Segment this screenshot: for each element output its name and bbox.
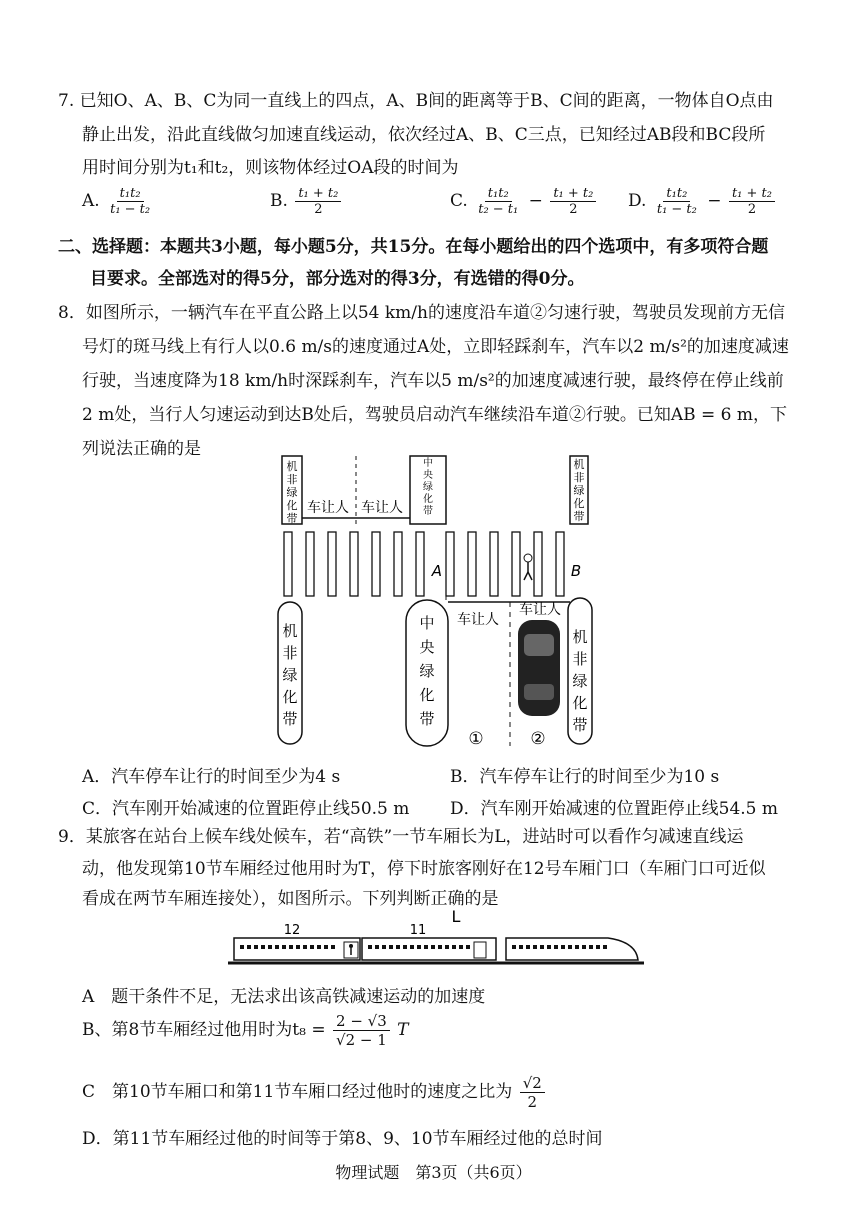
- q7-option-c-frac1: [475, 186, 521, 217]
- pedestrian-icon: [524, 554, 532, 580]
- train-window: [410, 945, 414, 949]
- q9-option-d: D．第11节车厢经过他的时间等于第8、9、10节车厢经过他的总时间: [82, 1129, 603, 1149]
- q9-option-b-text: B、第8节车厢经过他用时为t₈ =: [82, 1020, 326, 1040]
- train-window: [324, 945, 328, 949]
- top-right-green-belt-label: 机非绿化带: [573, 458, 585, 523]
- q8-line5: 列说法正确的是: [82, 439, 201, 459]
- train-window: [540, 945, 544, 949]
- frac-num: t₁ + t₂: [729, 186, 775, 202]
- train-window: [310, 945, 314, 949]
- q8-option-d: D．汽车刚开始减速的位置距停止线54.5 m: [450, 799, 779, 819]
- zebra-stripe: [328, 532, 336, 596]
- train-window: [275, 945, 279, 949]
- train-window: [596, 945, 600, 949]
- train-window: [368, 945, 372, 949]
- q7-number: 7.: [58, 91, 75, 111]
- q9-option-a: A 题干条件不足，无法求出该高铁减速运动的加速度: [82, 987, 486, 1007]
- train-window: [268, 945, 272, 949]
- zebra-stripe: [416, 532, 424, 596]
- train-window: [575, 945, 579, 949]
- train-window: [247, 945, 251, 949]
- door-icon: [474, 942, 486, 958]
- train-window: [240, 945, 244, 949]
- zebra-stripe: [394, 532, 402, 596]
- train-window: [389, 945, 393, 949]
- car-11-label: 11: [409, 923, 427, 938]
- q7-option-d-frac2: [729, 186, 775, 217]
- lane-1-label: ①: [468, 729, 484, 749]
- train-window: [445, 945, 449, 949]
- train-window: [382, 945, 386, 949]
- train-window: [452, 945, 456, 949]
- q7-option-d: [628, 186, 777, 217]
- frac-den: t₁ − t₂: [656, 202, 697, 217]
- q8-line3: 行驶，当速度降为18 km/h时深踩刹车，汽车以5 m/s²的加速度减速行驶，最终停在停止线前: [82, 371, 784, 391]
- zebra-stripe: [512, 532, 520, 596]
- q8-option-b: B．汽车停车让行的时间至少为10 s: [450, 767, 720, 787]
- zebra-stripe: [306, 532, 314, 596]
- top-center-green-belt-label: 中央绿化带: [423, 458, 433, 517]
- train-window: [396, 945, 400, 949]
- q9-option-c-frac: [520, 1074, 545, 1111]
- q9-option-c: [82, 1074, 547, 1111]
- q8-option-c: C．汽车刚开始减速的位置距停止线50.5 m: [82, 799, 410, 819]
- zebra-stripe: [490, 532, 498, 596]
- lane-2-label: ②: [530, 729, 546, 749]
- train-window: [296, 945, 300, 949]
- train-window: [512, 945, 516, 949]
- frac-num: √2: [520, 1074, 545, 1093]
- q9-option-b: [82, 1012, 409, 1049]
- zebra-stripe: [556, 532, 564, 596]
- minus-sign: −: [707, 191, 722, 211]
- q8-option-a: A．汽车停车让行的时间至少为4 s: [82, 767, 341, 787]
- train-window: [289, 945, 293, 949]
- page-footer: 物理试题 第3页（共6页）: [335, 1163, 532, 1182]
- top-left-green-belt-label: 机非绿化带: [286, 460, 298, 525]
- q7-option-c-frac2: [550, 186, 596, 217]
- train-window: [589, 945, 593, 949]
- train-window: [417, 945, 421, 949]
- q7-option-c: [450, 186, 598, 217]
- train-window: [317, 945, 321, 949]
- yield-text-2: 车让人: [361, 500, 403, 516]
- section2-line1: 二、选择题：本题共3小题，每小题5分，共15分。在每小题给出的四个选项中，有多项符合题: [58, 237, 769, 257]
- frac-num: 2 − √3: [333, 1012, 390, 1031]
- train-window: [561, 945, 565, 949]
- frac-den: √2 − 1: [336, 1031, 387, 1049]
- train-window: [282, 945, 286, 949]
- q7-line1: [58, 90, 774, 112]
- train-window: [431, 945, 435, 949]
- q9-line2: 动，他发现第10节车厢经过他用时为T，停下时旅客刚好在12号车厢门口（车厢门口可近似: [82, 859, 766, 879]
- q7-option-d-label: D.: [628, 191, 647, 211]
- train-window: [568, 945, 572, 949]
- frac-num: t₁t₂: [663, 186, 690, 202]
- point-a-label: A: [431, 562, 442, 580]
- frac-den: 2: [747, 202, 757, 217]
- yield-text-1: 车让人: [307, 500, 349, 516]
- q7-option-b-frac: [295, 186, 341, 217]
- bottom-center-green-belt-label: 中央绿化带: [419, 614, 435, 728]
- zebra-stripe: [534, 532, 542, 596]
- train-window: [526, 945, 530, 949]
- zebra-stripe: [468, 532, 476, 596]
- q8-line1: 8．如图所示，一辆汽车在平直公路上以54 km/h的速度沿车道②匀速行驶，驾驶员发现前方无信: [58, 303, 785, 323]
- train-window: [547, 945, 551, 949]
- q7-option-a-frac: [107, 186, 153, 217]
- train-window: [424, 945, 428, 949]
- minus-sign: −: [528, 191, 543, 211]
- train-window: [438, 945, 442, 949]
- zebra-stripe: [372, 532, 380, 596]
- q7-option-a-label: A.: [82, 191, 100, 211]
- zebra-stripe: [284, 532, 292, 596]
- q9-train-figure: [228, 906, 644, 968]
- train-window: [582, 945, 586, 949]
- frac-num: t₁t₂: [485, 186, 512, 202]
- q7-option-b-label: B.: [270, 191, 288, 211]
- bottom-right-green-belt-label: 机非绿化带: [572, 628, 588, 734]
- q9-option-b-t: T: [397, 1020, 409, 1040]
- train-window: [303, 945, 307, 949]
- length-l-label: L: [451, 907, 461, 926]
- q9-line3: 看成在两节车厢连接处），如图所示。下列判断正确的是: [82, 889, 499, 909]
- zebra-crossing: [284, 532, 564, 596]
- car-12-label: 12: [283, 923, 301, 938]
- zebra-stripe: [350, 532, 358, 596]
- train-window: [261, 945, 265, 949]
- q7-line3: 用时间分别为t₁和t₂，则该物体经过OA段的时间为: [82, 158, 459, 178]
- zebra-stripe: [446, 532, 454, 596]
- q7-option-c-label: C.: [450, 191, 468, 211]
- q7-line2: 静止出发，沿此直线做匀加速直线运动，依次经过A、B、C三点，已知经过AB段和BC段所: [82, 125, 766, 145]
- frac-den: 2: [527, 1093, 538, 1111]
- train-window: [331, 945, 335, 949]
- q9-option-b-frac: [333, 1012, 390, 1049]
- q7-option-d-frac1: [654, 186, 700, 217]
- train-window: [466, 945, 470, 949]
- q7-option-b: [270, 186, 343, 217]
- yield-text-4: 车让人: [519, 602, 561, 618]
- frac-den: 2: [569, 202, 578, 217]
- q8-road-figure: [270, 452, 600, 752]
- q8-line2: 号灯的斑马线上有行人以0.6 m/s的速度通过A处，立即轻踩刹车，汽车以2 m/s²的加速度减速: [82, 337, 789, 357]
- train-window: [554, 945, 558, 949]
- q7-option-a: [82, 186, 155, 217]
- frac-num: t₁ + t₂: [550, 186, 596, 202]
- q7-text1: 已知O、A、B、C为同一直线上的四点，A、B间的距离等于B、C间的距离，一物体自O点由: [79, 91, 774, 111]
- train-window: [533, 945, 537, 949]
- point-b-label: B: [570, 562, 582, 580]
- train-window: [375, 945, 379, 949]
- q9-line1: 9．某旅客在站台上候车线处候车，若“高铁”一节车厢长为L，进站时可以看作匀减速直线运: [58, 827, 744, 847]
- q9-option-c-text: C 第10节车厢口和第11节车厢口经过他时的速度之比为: [82, 1082, 513, 1102]
- train-window: [519, 945, 523, 949]
- train-window: [459, 945, 463, 949]
- frac-num: t₁t₂: [117, 186, 144, 202]
- section2-line2: 目要求。全部选对的得5分，部分选对的得3分，有选错的得0分。: [90, 269, 585, 289]
- q8-line4: 2 m处，当行人匀速运动到达B处后，驾驶员启动汽车继续沿车道②行驶。已知AB = 6 m，下: [82, 405, 787, 425]
- train-window: [603, 945, 607, 949]
- frac-num: t₁ + t₂: [295, 186, 341, 202]
- car-icon: [518, 620, 560, 716]
- frac-den: 2: [314, 202, 323, 217]
- frac-den: t₁ − t₂: [110, 202, 151, 217]
- frac-den: t₂ − t₁: [478, 202, 519, 217]
- train-window: [254, 945, 258, 949]
- yield-text-3: 车让人: [457, 612, 499, 628]
- train-window: [403, 945, 407, 949]
- passenger-icon: [344, 942, 358, 958]
- bottom-left-green-belt-label: 机非绿化带: [282, 622, 298, 728]
